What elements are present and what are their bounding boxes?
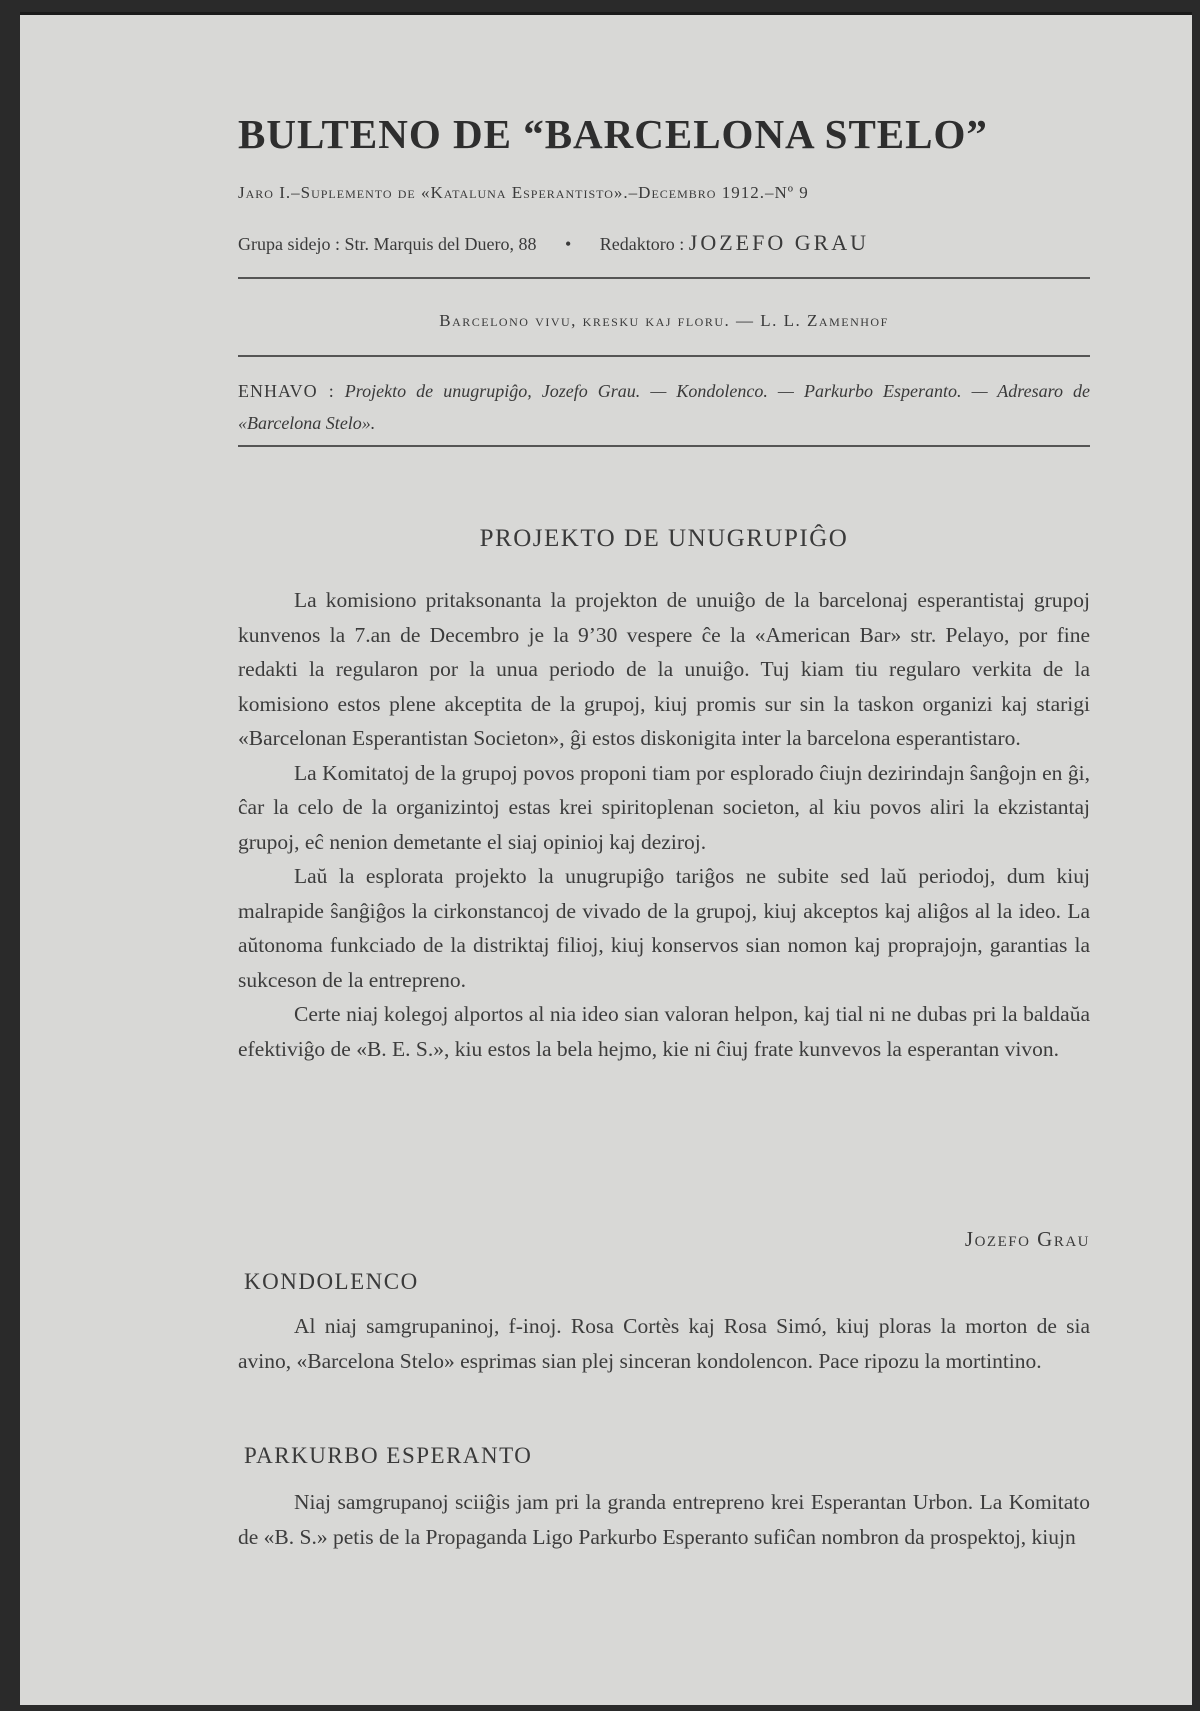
rule-middle: [238, 355, 1090, 357]
rule-top: [238, 277, 1090, 279]
article-paragraph: Laŭ la esplorata projekto la unugrupiĝo tariĝos ne subite sed laŭ periodoj, dum kiuj malrapide ŝanĝiĝos la cirkonstancoj de vivado de la grupoj, kiuj akceptos kaj aliĝos al la ideo. La aŭtonoma funkciado de la distriktaj filioj, kiuj konservos sian nomon kaj proprajojn, garantias la sukceson de la entrepreno.: [238, 864, 1090, 992]
kondolenco-body: [238, 1309, 1090, 1378]
contents-block: [238, 375, 1090, 439]
masthead-title: BULTENO DE “BARCELONA STELO”: [238, 111, 988, 157]
editor-label: Redaktoro :: [599, 234, 685, 254]
contents-label: ENHAVO :: [238, 381, 335, 401]
article-paragraph: La Komitatoj de la grupoj povos proponi tiam por esplorado ĉiujn dezirindajn ŝanĝojn en ĝi, ĉar la celo de la organizintoj estas krei spiritoplenan societon, al kiu povos aliri la ekzistantaj grupoj, eĉ nenion demetante el siaj opinioj kaj deziroj.: [238, 760, 1090, 854]
kondolenco-paragraph: Al niaj samgrupaninoj, f-inoj. Rosa Cortès kaj Rosa Simó, kiuj ploras la morton de sia avino, «Barcelona Stelo» esprimas sian plej sinceran kondolencon. Pace ripozu la mortintino.: [238, 1314, 1090, 1373]
page-sheet: [20, 12, 1192, 1705]
article-paragraph: Certe niaj kolegoj alportos al nia ideo sian valoran helpon, kaj tial ni ne dubas pri la baldaŭa efektiviĝo de «B. E. S.», kiu estos la bela hejmo, kie ni ĉiuj frate kunvevos la esperantan vivon.: [238, 1002, 1090, 1061]
motto: Barcelono vivu, kresku kaj floru. — L. L. Zamenhof: [439, 311, 889, 330]
article-title: PROJEKTO DE UNUGRUPIĜO: [479, 525, 849, 552]
rule-bottom: [238, 445, 1090, 447]
kondolenco-heading: KONDOLENCO: [244, 1269, 419, 1294]
article-body: [238, 583, 1090, 1066]
parkurbo-paragraph: Niaj samgrupanoj sciiĝis jam pri la granda entrepreno krei Esperantan Urbon. La Komitato de «B. S.» petis de la Propaganda Ligo Parkurbo Esperanto sufiĉan nombron da prospektoj, kiujn: [238, 1490, 1090, 1549]
parkurbo-body: [238, 1485, 1090, 1554]
editor-name: JOZEFO GRAU: [688, 230, 870, 255]
group-seat-line: [238, 230, 1108, 256]
separator-dot: •: [564, 234, 572, 254]
group-seat: Grupa sidejo : Str. Marquis del Duero, 88: [238, 234, 537, 254]
masthead-subline: Jaro I.–Suplemento de «Kataluna Esperantisto».–Decembro 1912.–Nº 9: [238, 183, 809, 202]
article-signature: Jozefo Grau: [964, 1227, 1090, 1251]
parkurbo-heading: PARKURBO ESPERANTO: [244, 1443, 533, 1468]
contents-entries: Projekto de unugrupiĝo, Jozefo Grau. — Kondolenco. — Parkurbo Esperanto. — Adresaro de «Barcelona Stelo».: [238, 381, 1091, 433]
article-paragraph: La komisiono pritaksonanta la projekton de unuiĝo de la barcelonaj esperantistaj grupoj kunvenos la 7.an de Decembro je la 9’30 vespere ĉe la «American Bar» str. Pelayo, por fine redakti la regularon por la unua periodo de la unuiĝo. Tuj kiam tiu regularo verkita de la komisiono estos plene akceptita de la grupoj, kiuj promis sur sin la taskon organizi kaj starigi «Barcelonan Esperantistan Societon», ĝi estos diskonigita inter la barcelona esperantistaro.: [238, 588, 1090, 750]
